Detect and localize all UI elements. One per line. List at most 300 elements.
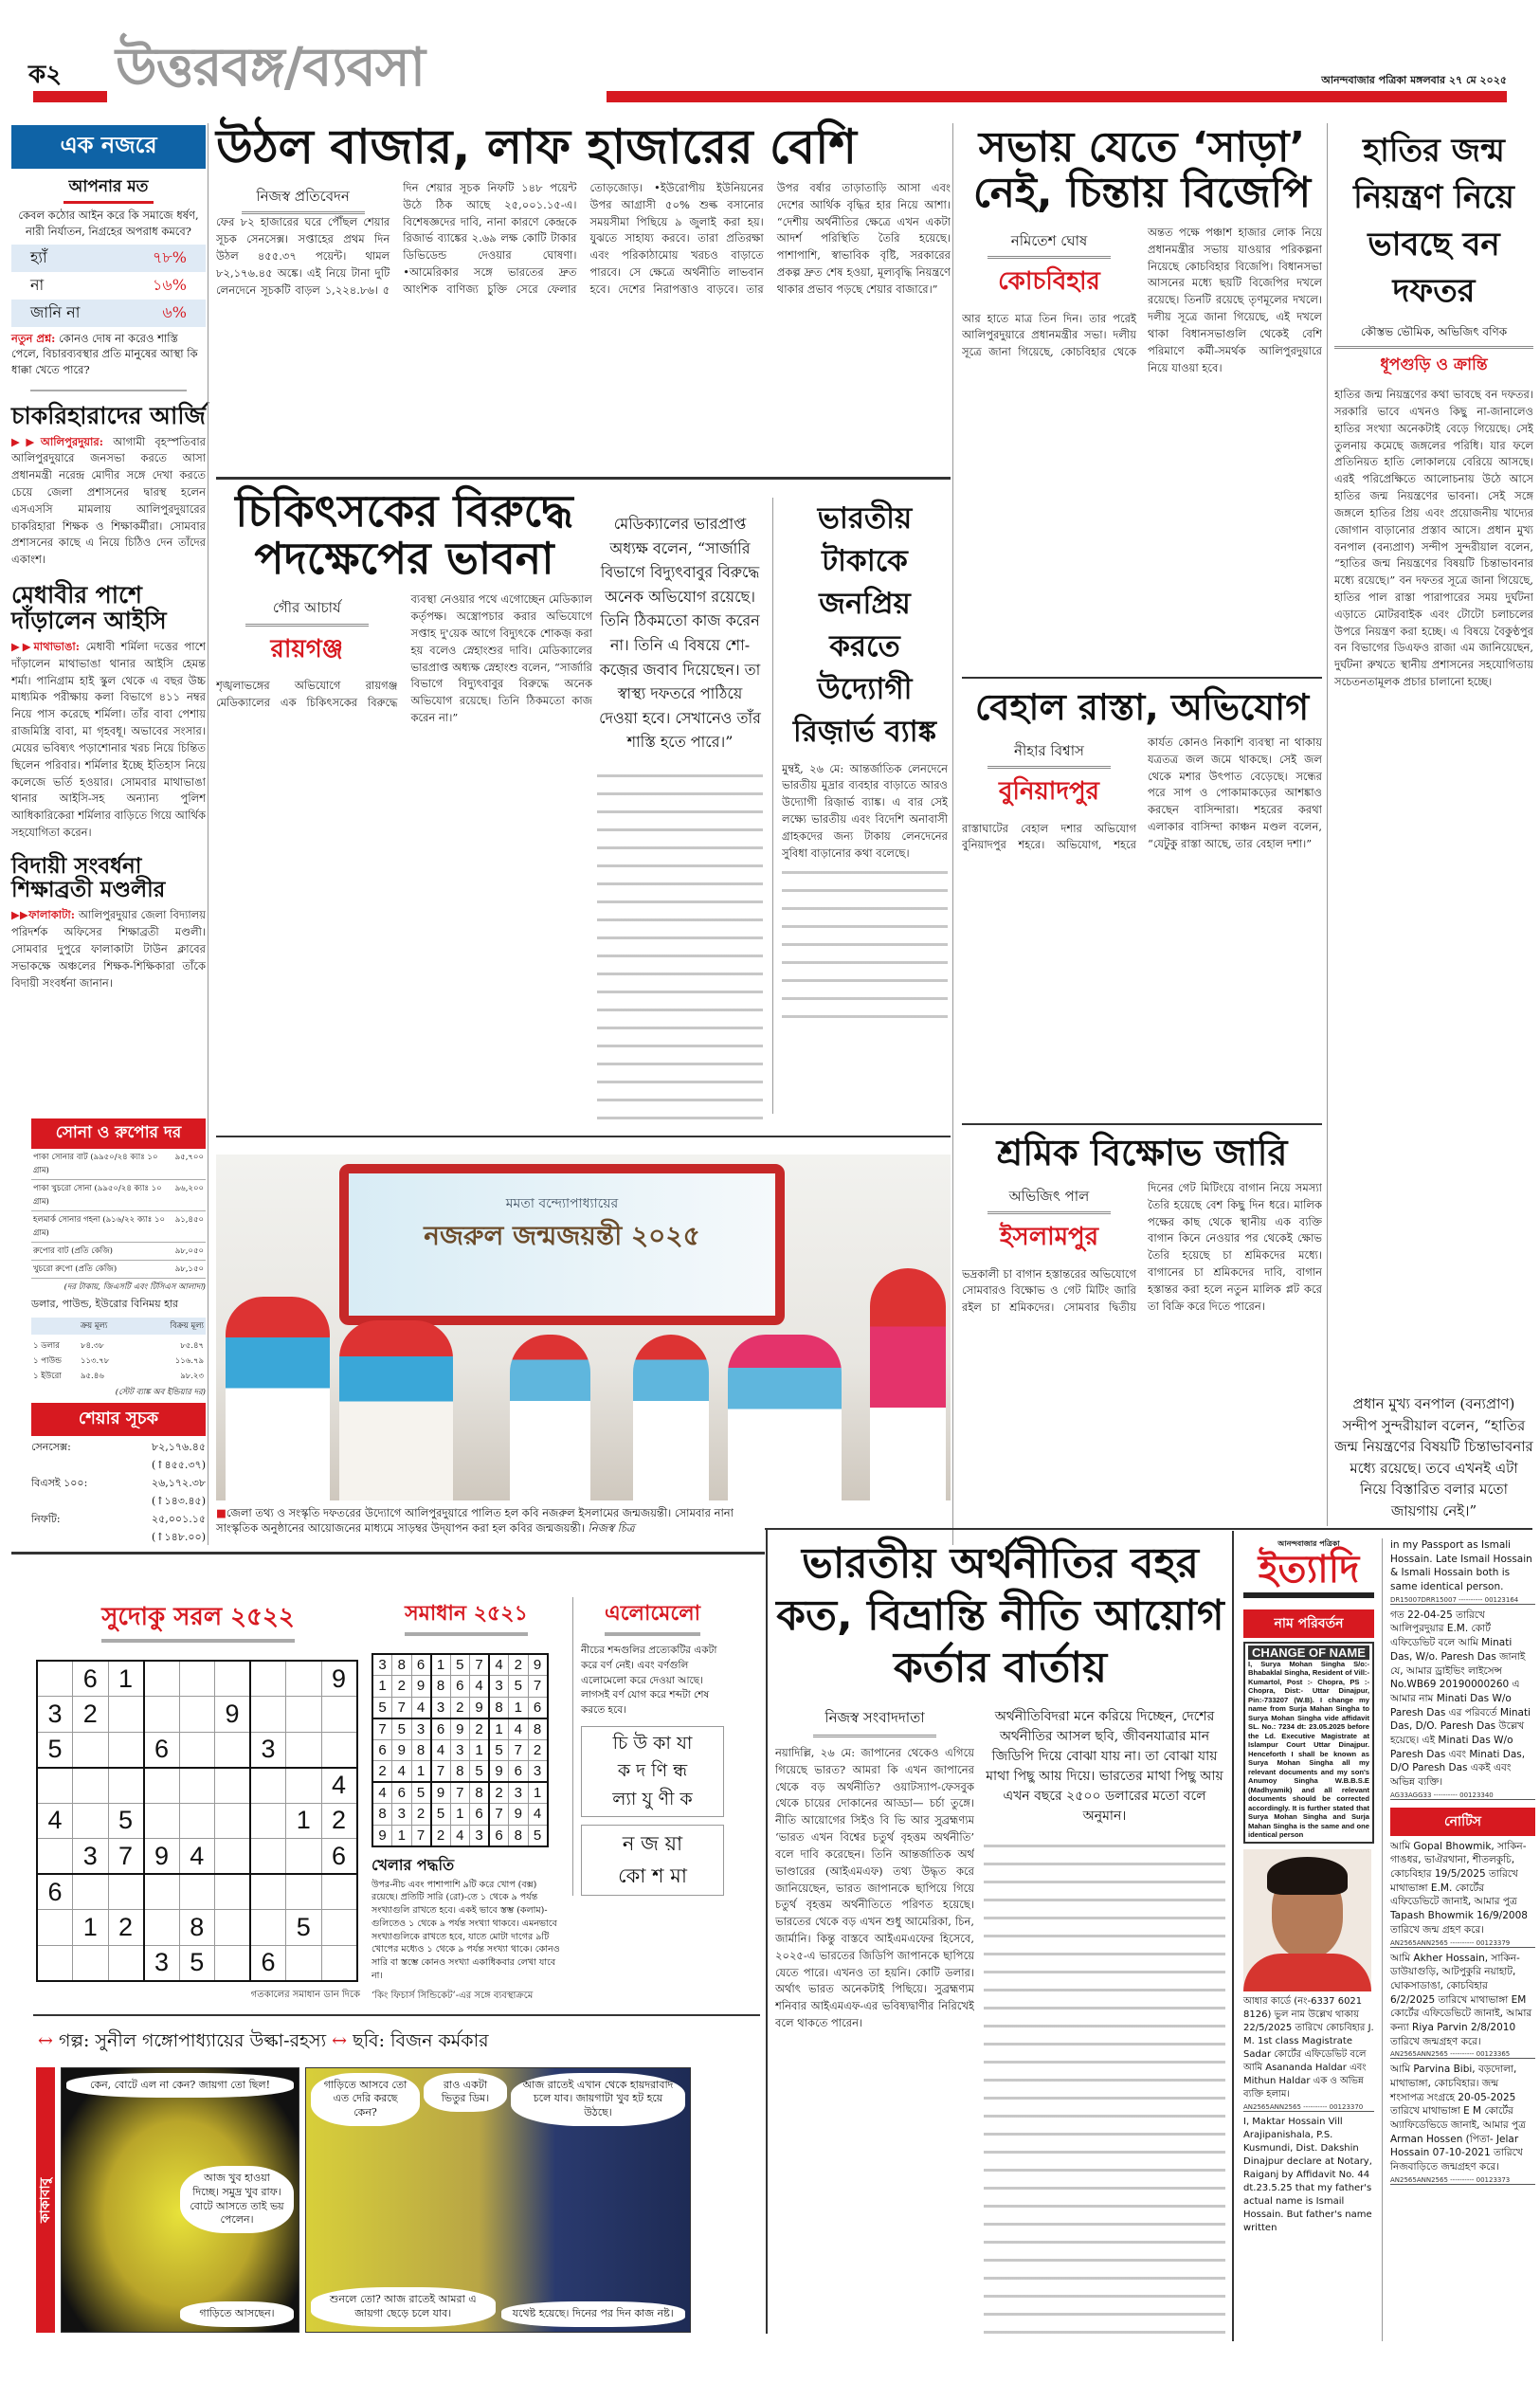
jumble-rules: নীচের শব্দগুলির প্রত্যেকটির একটা করে বর্ণ নেই। এবং বর্ণগুলি এলোমেলো করে দেওয়া আছে। লাগসই বর্ণ যোগ করে শব্দটা শেষ করতে হবে। (581, 1645, 717, 1716)
sudoku-cell[interactable]: 1 (108, 1661, 144, 1697)
sudoku-cell[interactable] (108, 1697, 144, 1733)
sudoku-cell[interactable]: 6 (37, 1874, 73, 1910)
solution-table (371, 1653, 549, 1847)
solution-block (371, 1597, 561, 2005)
solution-cell: 4 (509, 1718, 529, 1740)
sudoku-cell[interactable] (73, 1945, 109, 1981)
sudoku-table (36, 1660, 358, 1982)
comic-panel-2 (305, 2067, 691, 2333)
solution-cell: 8 (470, 1782, 490, 1804)
solution-cell: 7 (372, 1718, 392, 1740)
photo-banner (339, 1164, 785, 1325)
rules-text: উপর-নীচ এবং পাশাপাশি ৯টি করে খোপ (বক্স) রয়েছে। প্রতিটি সারি (রো)-তে ১ থেকে ৯ পর্যন্ত সংখ্যাগুলি রাখতে হবে। একই ভাবে স্তম্ভ (কলাম)-গুলিতেও ১ থেকে ৯ পর্যন্ত সংখ্যা থাকবে। এমনভাবে সংখ্যাগুলিকে রাখতে হবে, যাতে মোটা দাগের ৯টি খোপের মধ্যেও ১ থেকে ৯ পর্যন্ত সংখ্যা থাকে। কোনও সারি বা স্তম্ভে কোনও সংখ্যা একাধিকবার লেখা যাবে না। (371, 1879, 560, 1981)
jumble-box-1 (581, 1726, 724, 1817)
sudoku-cell[interactable]: 9 (321, 1661, 357, 1697)
sudoku-cell[interactable]: 1 (73, 1910, 109, 1946)
economy-pullquote: অর্থনীতিবিদরা মনে করিয়ে দিচ্ছেন, দেশের অর্থনীতির আসল ছবি, জীবনযাত্রার মান জিডিপি দিয়ে বোঝা যায় না। তা বোঝা যায় মাথা পিছু আয় দিয়ে। ভারতের মাথা পিছু আয় এখন বছরে ২৫০০ ডলারের মতো বলে অনুমান। (986, 1709, 1223, 1824)
sudoku-cell[interactable] (179, 1874, 215, 1910)
brief-title: বিদায়ী সংবর্ধনা শিক্ষাব্রতী মণ্ডলীর (11, 853, 166, 902)
sudoku-cell[interactable]: 1 (286, 1803, 322, 1839)
elephant-body: হাতির জন্ম নিয়ন্ত্রণের কথা ভাবছে বন দফতর। সরকারি ভাবে এখনও কিছু না-জানালেও হাতির সংখ্যা অনেকটাই বেড়ে গিয়েছে। সেই তুলনায় কমেছে জঙ্গলের পরিধি। যার ফলে প্রতিনিয়ত হাতি লোকালয়ে বেরিয়ে আসছে। এরই পরিপ্রেক্ষিতে আলোচনায় উঠে আসে হাতির জন্ম নিয়ন্ত্রণের ভাবনা। সেই সঙ্গে জঙ্গলে হাতির প্রিয় এবং প্রয়োজনীয় খাদ্যের জোগান বাড়ানোর প্রস্তাব আসে। প্রধান মুখ্য বনপাল (বন্যপ্রাণ) সন্দীপ সুন্দরীয়াল বলেন, “হাতির জন্ম নিয়ন্ত্রণের বিষয়টি চিন্তাভাবনার মধ্যে রয়েছে।” বন দফতর সূত্রে জানা গিয়েছে, হাতির পাল রাস্তা পারাপারের সময় দুর্ঘটনা এড়াতে মোটরবাইক এবং টোটো চলাচলের উপরে নিয়ন্ত্রণ করা হচ্ছে। এ বিষয়ে বৈকুণ্ঠপুর বন বিভাগের ডিএফও রাজা এম জানিয়েছেন, দুর্ঘটনা রুখতে স্থানীয় প্রশাসনের সহযোগিতায় সচেতনতামূলক প্রচার চালানো হচ্ছে। (1334, 388, 1533, 688)
jumble-block (572, 1597, 724, 1896)
rbi-body: মুম্বই, ২৬ মে: আন্তর্জাতিক লেনদেনে ভারতীয় মুদ্রার ব্যবহার বাড়াতে আরও উদ্যোগী রিজ়ার্ভ ব্যাঙ্ক। এ বার সেই লক্ষ্যে ভারতীয় এবং বিদেশি অনাবাসী গ্রাহকদের জন্য টাকায় লেনদেনের সুবিধা বাড়ানোর কথা বলেছে। (782, 761, 948, 1123)
poll-results (11, 245, 206, 327)
fx-row: ১ পাউন্ড ১১৩.৭৮ ১১৬.৭৯ (33, 1356, 204, 1366)
solution-cell: 6 (392, 1782, 412, 1804)
jumble-word: চি উ কা যা (612, 1732, 693, 1754)
solution-cell: 7 (528, 1676, 548, 1698)
fx-header: ক্রয় মূল্য (81, 1321, 108, 1331)
solution-cell: 5 (509, 1676, 529, 1698)
sudoku-cell[interactable] (215, 1874, 251, 1910)
byline: নীহার বিশ্বাস (987, 740, 1111, 769)
sudoku-block (11, 1597, 360, 2004)
solution-cell: 1 (470, 1739, 490, 1761)
solution-cell: 9 (509, 1804, 529, 1826)
elephant-quote: প্রধান মুখ্য বনপাল (বন্যপ্রাণ) সন্দীপ সুন্দরীয়াল বলেন, “হাতির জন্ম নিয়ন্ত্রণের বিষয়টি চিন্তাভাবনার মধ্যে রয়েছে। তবে এখনই এটা নিয়ে বিস্তারিত বলার মতো জায়গায় নেই।” (1334, 1395, 1533, 1519)
sudoku-cell[interactable] (179, 1661, 215, 1697)
sudoku-cell[interactable] (321, 1697, 357, 1733)
photo-banner-title: নজরুল জন্মজয়ন্তী ২০২৫ (424, 1220, 700, 1251)
ad-code: AN2565ANN2565 ---------- 00123373 (1390, 2176, 1535, 2185)
sudoku-cell[interactable] (250, 1661, 286, 1697)
sudoku-cell[interactable]: 4 (321, 1768, 357, 1804)
dateline: ইসলামপুর (1000, 1223, 1098, 1252)
ad-photo (1243, 1849, 1371, 1991)
sudoku-cell[interactable] (286, 1661, 322, 1697)
jumble-word: ল্যা যু ণী ক (612, 1788, 693, 1809)
byline: নিজস্ব প্রতিবেদন (242, 186, 365, 214)
sudoku-cell[interactable] (37, 1910, 73, 1946)
brief-item (11, 855, 206, 992)
rules-title: খেলার পদ্ধতি (371, 1855, 455, 1874)
poll-option: হ্যাঁ (30, 247, 47, 266)
sudoku-cell[interactable] (215, 1910, 251, 1946)
solution-cell: 5 (489, 1739, 509, 1761)
solution-cell: 3 (470, 1825, 490, 1846)
classifieds (1232, 1531, 1535, 2341)
solution-cell: 7 (509, 1739, 529, 1761)
byline: অভিজিৎ পাল (987, 1186, 1111, 1214)
sudoku-cell[interactable] (37, 1661, 73, 1697)
solution-cell: 7 (489, 1804, 509, 1826)
solution-cell: 1 (509, 1697, 529, 1718)
jumble-word: ন জ য়া (622, 1832, 683, 1856)
dancer (510, 1335, 590, 1500)
ad-code: AN2565ANN2565 ---------- 00123379 (1390, 1939, 1535, 1948)
solution-cell: 1 (372, 1676, 392, 1698)
poll-option: জানি না (30, 302, 81, 321)
ad-text: আমি Parvina Bibi, বড়দোলা, মাথাভাঙ্গা, কোচবিহার। জন্ম শংসাপত্র সংগ্রহে 20-05-2025 তারিখে মাথাভাঙ্গা E M কোর্টের অ্যাফিডেভিডে জানাই, আমার পুত্র Arman Hossen (পিতা- Jelar Hossain 07-10-2021 তারিখে নিজবাড়িতে জন্মগ্রহণ করে। (1390, 2064, 1526, 2173)
dateline: রায়গঞ্জ (270, 634, 343, 664)
speech-bubble: গাড়িতে আসবে তো এত দেরি করছে কেন? (311, 2073, 420, 2127)
solution-cell: 4 (431, 1739, 451, 1761)
sudoku-cell[interactable]: 5 (179, 1945, 215, 1981)
gold-rates-title: সোনা ও রুপোর দর (31, 1118, 206, 1149)
jumble-box-2 (581, 1825, 724, 1896)
solution-grid (371, 1653, 561, 1847)
solution-cell: 9 (431, 1782, 451, 1804)
sudoku-cell[interactable] (321, 1732, 357, 1768)
sudoku-cell[interactable]: 2 (108, 1910, 144, 1946)
economy-article (775, 1537, 1225, 2338)
sudoku-cell[interactable] (73, 1768, 109, 1804)
solution-cell: 8 (392, 1654, 412, 1676)
gold-row: পাকা খুচরো সোনা (৯৯৫০/২৪ ক্যাঃ ১০ গ্রাম) ৯৬,২০০ (31, 1180, 206, 1211)
workers-body: অভিজিৎ পাল ইসলামপুর ভদ্রকালী চা বাগান হস্তান্তরের অভিযোগে সোমবারও বিক্ষোভ ও গেট মিটিং জারি রইল চা শ্রমিকদের। সোমবার দ্বিতীয় দিনের গেট মিটিংয়ে বাগান নিয়ে সমস্যা তৈরি হয়েছে বেশ কিছু দিন ধরে। মালিক পক্ষের কাছ থেকে স্থানীয় এক ব্যক্তি বাগান কিনে নেওয়ার পর থেকেই ক্ষোভ তৈরি হয়েছে চা শ্রমিকদের মধ্যে। বাগানের চা শ্রমিকদের দাবি, বাগান হস্তান্তর করা হলে নতুন মালিক প্লট করে তা বিক্রি করে দিতে পারেন। (962, 1181, 1322, 1315)
comic-credits: ↔ গল্প: সুনীল গঙ্গোপাধ্যায়ের উল্কা-রহস্য ↔ ছবি: বিজন কর্মকার (38, 2029, 489, 2051)
doctor-body-cont (597, 766, 763, 1123)
solution-cell: 3 (509, 1782, 529, 1804)
sudoku-cell[interactable] (250, 1768, 286, 1804)
sudoku-cell[interactable] (37, 1945, 73, 1981)
fx-row: ১ ডলার ৮৪.৩৮ ৮৫.৪৭ (33, 1341, 204, 1351)
solution-cell: 6 (372, 1739, 392, 1761)
share-row: বিএসই ১০০: ২৬,১৭২.৩৮ (↑১৪৩.৪৫) (31, 1477, 206, 1507)
sudoku-cell[interactable] (321, 1910, 357, 1946)
solution-cell: 7 (431, 1761, 451, 1783)
sudoku-cell[interactable]: 7 (108, 1839, 144, 1875)
solution-cell: 6 (470, 1804, 490, 1826)
sudoku-cell[interactable]: 5 (37, 1732, 73, 1768)
new-question: কোনও দোষ না করেও শাস্তি পেলে, বিচারব্যবস্থার প্রতি মানুষের আস্থা কি ধাক্কা খেতে পারে? (11, 331, 198, 376)
comic-artist: ছবি: বিজন কর্মকার (353, 2029, 489, 2051)
solution-cell: 8 (431, 1676, 451, 1698)
solution-cell: 5 (450, 1654, 470, 1676)
sudoku-cell[interactable] (215, 1661, 251, 1697)
sudoku-cell[interactable] (215, 1839, 251, 1875)
solution-cell: 6 (528, 1697, 548, 1718)
solution-cell: 3 (431, 1697, 451, 1718)
brief-item (11, 582, 206, 842)
workers-article (962, 1134, 1322, 1522)
sudoku-cell[interactable]: 2 (321, 1803, 357, 1839)
brief-title: চাকরিহারাদের আর্জি (11, 401, 206, 429)
fx-header: বিক্রয় মূল্য (170, 1321, 204, 1331)
sudoku-cell[interactable] (108, 1945, 144, 1981)
gold-row: পাকা সোনার বাট (৯৯৫০/২৪ ক্যাঃ ১০ গ্রাম) ৯৫,৭০০ (31, 1149, 206, 1180)
economy-headline: ভারতীয় অর্থনীতির বহর কত, বিভ্রান্তি নীতি আয়োগ কর্তার বার্তায় (776, 1539, 1224, 1692)
sudoku-cell[interactable] (286, 1874, 322, 1910)
brief-text: আগামী বৃহস্পতিবার আলিপুরদুয়ারে জনসভা করতে আসা প্রধানমন্ত্রী নরেন্দ্র মোদীর সঙ্গে দেখা করতে চেয়ে জেলা প্রশাসনের দ্বারস্থ হলেন এসএসসি মামলায় আলিপুরদুয়ারের চাকরিহারা শিক্ষক ও শিক্ষাকর্মীরা। সোমবার প্রশাসনের কাছে এ নিয়ে চিঠিও দেন তাঁদের একাংশ। (11, 434, 206, 567)
ad-code: DR15007DRR15007 ---------- 00123164 (1390, 1596, 1535, 1605)
solution-cell: 3 (450, 1739, 470, 1761)
solution-cell: 9 (489, 1761, 509, 1783)
solution-cell: 2 (431, 1825, 451, 1846)
solution-cell: 5 (372, 1697, 392, 1718)
solution-cell: 2 (372, 1761, 392, 1783)
speech-bubble: যথেষ্ট হয়েছে। দিনের পর দিন কাজ নষ্ট। (501, 2301, 686, 2327)
solution-cell: 8 (411, 1739, 431, 1761)
photo-banner-line: মমতা বন্দ্যোপাধ্যায়ের (505, 1196, 619, 1211)
sudoku-title: সুদোকু সরল ২৫২২ (101, 1597, 295, 1643)
doctor-article (216, 485, 592, 1123)
sudoku-cell[interactable] (286, 1945, 322, 1981)
masthead-date: আনন্দবাজার পত্রিকা মঙ্গলবার ২৭ মে ২০২৫ (1321, 74, 1507, 86)
solution-cell: 5 (431, 1804, 451, 1826)
solution-cell: 1 (431, 1654, 451, 1676)
syndicate-note: ‘কিং ফিচার্স সিন্ডিকেট’-এর সঙ্গে ব্যবস্থাক্রমে (371, 1990, 534, 2001)
red-bar (607, 91, 1507, 102)
workers-headline: শ্রমিক বিক্ষোভ জারি (996, 1132, 1288, 1173)
jumble-word: ক দ ণি ন্ধ (617, 1760, 688, 1782)
page-number: ক২ (28, 61, 63, 89)
sudoku-cell[interactable] (73, 1803, 109, 1839)
lead-headline: উঠল বাজার, লাফ হাজারের বেশি (216, 119, 858, 174)
sudoku-cell[interactable] (144, 1874, 180, 1910)
new-question-label: নতুন প্রশ্ন: (11, 331, 56, 345)
elephant-article (1334, 128, 1533, 1521)
sudoku-cell[interactable]: 9 (144, 1839, 180, 1875)
solution-cell: 6 (509, 1761, 529, 1783)
sidebar (11, 125, 206, 1547)
brief-place: ▶▶ফালাকাটা: (11, 908, 75, 922)
solution-cell: 7 (450, 1782, 470, 1804)
gold-row: খুচরো রুপো (প্রতি কেজি) ৯৮,১৫০ (31, 1261, 206, 1279)
dancer (226, 1297, 330, 1500)
sudoku-cell[interactable]: 9 (215, 1697, 251, 1733)
sudoku-cell[interactable] (250, 1839, 286, 1875)
dancer (339, 1320, 453, 1500)
solution-cell: 4 (411, 1697, 431, 1718)
sudoku-cell[interactable] (286, 1839, 322, 1875)
sudoku-cell[interactable] (250, 1874, 286, 1910)
byline: নমিতেশ ঘোষ (987, 230, 1111, 259)
sudoku-cell[interactable] (144, 1697, 180, 1733)
sudoku-cell[interactable] (144, 1803, 180, 1839)
sudoku-cell[interactable] (215, 1945, 251, 1981)
solution-cell: 3 (411, 1718, 431, 1740)
solution-cell: 8 (509, 1825, 529, 1846)
doctor-headline: চিকিৎসকের বিরুদ্ধে পদক্ষেপের ভাবনা (235, 485, 573, 584)
solution-cell: 6 (411, 1654, 431, 1676)
sudoku-cell[interactable]: 3 (73, 1839, 109, 1875)
sudoku-cell[interactable] (250, 1697, 286, 1733)
poll-title: আপনার মত (63, 174, 154, 204)
red-bar-left (33, 91, 107, 102)
doctor-side (597, 512, 763, 1123)
solution-cell: 1 (392, 1825, 412, 1846)
sudoku-cell[interactable] (37, 1839, 73, 1875)
speech-bubble: কেন, বোটে এল না কেন? জায়গা তো ছিল! (66, 2073, 294, 2099)
sudoku-cell[interactable] (286, 1697, 322, 1733)
gold-note: (দর টাকায়, জিএসটি এবং টিসিএস আলাদা) (63, 1282, 206, 1292)
dancer (633, 1335, 709, 1500)
solution-cell: 8 (489, 1697, 509, 1718)
change-of-name-ad (1243, 1642, 1374, 1844)
sudoku-cell[interactable] (108, 1768, 144, 1804)
sudoku-cell[interactable] (321, 1945, 357, 1981)
photo-credit: নিজস্ব চিত্র (588, 1521, 635, 1536)
fx-row: ১ ইউরো ৯৫.৪৬ ৯৮.২৩ (33, 1372, 204, 1381)
solution-cell: 5 (411, 1782, 431, 1804)
gold-row: রুপোর বাট (প্রতি কেজি) ৯৮,০৫০ (31, 1243, 206, 1261)
solution-cell: 9 (411, 1676, 431, 1698)
bjp-body: নমিতেশ ঘোষ কোচবিহার আর হাতে মাত্র তিন দিন। তার পরেই আলিপুরদুয়ারে প্রধানমন্ত্রীর সভা। দলীয় সূত্রে জানা গিয়েছে, কোচবিহার থেকে অন্তত পক্ষে পঞ্চাশ হাজার লোক নিয়ে প্রধানমন্ত্রীর সভায় যাওয়ার পরিকল্পনা নিয়েছে কোচবিহার বিজেপি। বিধানসভা আসনের মধ্যে ছয়টি বিজেপির দখলে রয়েছে। তিনটি রয়েছে তৃণমূলের দখলে। দলীয় সূত্রে জানা গিয়েছে, এই দখলে থাকা বিধানসভাগুলি থেকেই বেশি পরিমাণে কর্মী-সমর্থক আলিপুরদুয়ারে নিয়ে যাওয়া হবে। (962, 226, 1322, 374)
dateline: কোচবিহার (998, 267, 1100, 297)
solution-cell: 9 (392, 1739, 412, 1761)
byline: কৌস্তভ ভৌমিক, অভিজিৎ বণিক (1334, 324, 1533, 349)
photo-caption: ■জেলা তথ্য ও সংস্কৃতি দফতরের উদ্যোগে আলিপুরদুয়ারে পালিত হল কবি নজরুল ইসলামের জন্মজয়ন্তী। সোমবার নানা সাংস্কৃতিক অনুষ্ঠানের আয়োজনের মাধ্যমে সাড়ম্বর উদ্‌যাপন করা হল কবির জন্মজয়ন্তী। নিজস্ব চিত্র (216, 1506, 734, 1536)
solution-cell: 6 (489, 1825, 509, 1846)
solution-cell: 1 (450, 1804, 470, 1826)
ad-text: in my Passport as Ismali Hossain. Late Ismail Hossain & Ismali Hossain both is same identical person. (1390, 1539, 1532, 1593)
poll-option: না (30, 275, 45, 294)
elephant-headline: হাতির জন্ম নিয়ন্ত্রণ নিয়ে ভাবছে বন দফতর (1353, 132, 1514, 310)
sudoku-cell[interactable] (73, 1732, 109, 1768)
solution-cell: 2 (528, 1739, 548, 1761)
sudoku-cell[interactable] (179, 1803, 215, 1839)
solution-cell: 4 (470, 1676, 490, 1698)
solution-cell: 2 (509, 1654, 529, 1676)
sudoku-cell[interactable]: 5 (286, 1910, 322, 1946)
sudoku-cell[interactable]: 3 (144, 1945, 180, 1981)
solution-cell: 4 (372, 1782, 392, 1804)
solution-cell: 6 (431, 1718, 451, 1740)
share-row: নিফটি: ২৫,০০১.১৫ (↑১৪৮.০০) (31, 1513, 206, 1543)
solution-cell: 1 (489, 1718, 509, 1740)
solution-cell: 1 (411, 1761, 431, 1783)
byline: নিজস্ব সংবাদদাতা (813, 1707, 936, 1737)
shares-title: শেয়ার সূচক (31, 1403, 206, 1436)
sudoku-cell[interactable]: 4 (179, 1839, 215, 1875)
solution-cell: 2 (392, 1676, 412, 1698)
sudoku-cell[interactable] (179, 1697, 215, 1733)
doctor-pullquote: মেডিক্যালের ভারপ্রাপ্ত অধ্যক্ষ বলেন, “সার্জারি বিভাগে বিদ্যুৎবাবুর বিরুদ্ধে অনেক অভিযোগ রয়েছে। তিনি ঠিকমতো কাজ করেন না। তিনি এ বিষয়ে শো-কজ়ের জবাব দিয়েছেন। তা স্বাস্থ্য দফতরে পাঠিয়ে দেওয়া হবে। সেখানেও তাঁর শাস্তি হতে পারে।” (599, 515, 761, 752)
poll-value: ১৬% (153, 275, 187, 294)
brief-title: মেধাবীর পাশে দাঁড়ালেন আইসি (11, 581, 167, 635)
poll-value: ৬% (162, 302, 187, 321)
sudoku-cell[interactable] (215, 1768, 251, 1804)
name-change-header: নাম পরিবর্তন (1243, 1609, 1374, 1638)
solution-cell: 2 (489, 1782, 509, 1804)
solution-cell: 9 (372, 1825, 392, 1846)
lead-body: নিজস্ব প্রতিবেদন ফের ৮২ হাজারের ঘরে পৌঁছল শেয়ার সূচক সেনসেক্স। সপ্তাহের প্রথম দিন উঠল ৪৫৫.৩৭ পয়েন্ট। থামল ৮২,১৭৬.৪৫ অঙ্কে। এই নিয়ে টানা দুটি লেনদেনে সূচকটি বাড়ল ১,২২৪.৮৬। ৫ দিন শেয়ার সূচক নিফটি ১৪৮ পয়েন্ট উঠে ঠিক আছে ২৫,০০১.১৫-এ। বিশেষজ্ঞদের দাবি, নানা কারণে কেন্দ্রকে রিজার্ভ ব্যাঙ্কের ২.৬৯ লক্ষ কোটি টাকার ডিভিডেন্ড দেওয়ার ঘোষণা। •আমেরিকার সঙ্গে ভারতের দ্রুত আংশিক বাণিজ্য চুক্তি সেরে ফেলার তোড়জোড়। •ইউরোপীয় ইউনিয়নের উপর আগ্রাসী ৫০% শুল্ক বসানোর সময়সীমা পিছিয়ে ৯ জুলাই করা হয়। যুঝতে সাহায্য করবে। তারা প্রতিরক্ষা এবং পরিকাঠামোয় খরচও বাড়াতে পারবে। সে ক্ষেত্রে অর্থনীতি লাভবান হবে। দেশের নিরাপত্তাও বাড়বে। তার উপর বর্ষার তাড়াতাড়ি আসা এবং দেশের আর্থিক বৃদ্ধির হার নিয়ে আশা। “দেশীয় অর্থনীতির ক্ষেত্রে এখন একটা আদর্শ পরিস্থিতি তৈরি হয়েছে। পাশাপাশি, স্বাভাবিক বৃষ্টি, সরকারের প্রকল্প দ্রুত শেষ হওয়া, মূল্যবৃদ্ধি নিয়ন্ত্রণে থাকার প্রভাব পড়ছে শেয়ার বাজারে।” (216, 181, 951, 297)
sudoku-cell[interactable] (144, 1661, 180, 1697)
ad-code: AG33AGG33 ---------- 00123340 (1390, 1791, 1535, 1800)
sudoku-cell[interactable] (179, 1768, 215, 1804)
byline: গৌর আচার্য (245, 597, 369, 626)
speech-bubble: গাড়িতে আসছেন। (180, 2301, 294, 2327)
sudoku-cell[interactable] (250, 1803, 286, 1839)
jumble-title: এলোমেলো (605, 1597, 700, 1636)
solution-cell: 9 (470, 1697, 490, 1718)
solution-cell: 4 (528, 1804, 548, 1826)
brief-text: মেধাবী শর্মিলা দত্তের পাশে দাঁড়ালেন মাথাভাঙা থানার আইসি হেমন্ত শর্মা। পানিগ্রাম হাই স্কুল থেকে এ বছর উচ্চ মাধ্যমিক পরীক্ষায় কলা বিভাগে ৪১১ নম্বর নিয়ে পাস করেছে শর্মিলা। তাঁর বাবা পেশায় রাজমিস্ত্রি বাবা, মা গৃহবধূ। অভাবের সংসার। মেয়ের ভবিষ্যৎ পড়াশোনার খরচ নিয়ে চিন্তিত ছিলেন পরিবার। শর্মিলার ইচ্ছে ইতিহাস নিয়ে কলেজে ভর্তি হওয়ার। সোমবার মাথাভাঙা থানার আইসি-সহ অন্যান্য পুলিশ আধিকারিকেরা শর্মিলার বাড়িতে গিয়ে আর্থিক সহযোগিতা করেন। (11, 640, 206, 839)
sudoku-cell[interactable]: 6 (321, 1839, 357, 1875)
solution-cell: 1 (528, 1782, 548, 1804)
solution-cell: 3 (528, 1761, 548, 1783)
fx-note: (স্টেট ব্যাঙ্ক অব ইন্ডিয়ার দর) (115, 1388, 206, 1397)
speech-bubble: শুনলে তো? আজ রাতেই আমরা এ জায়গা ছেড়ে চলে যাব। (311, 2287, 496, 2327)
section-title: উত্তরবঙ্গ/ব্যবসা (116, 37, 426, 99)
rbi-headline: ভারতীয় টাকাকে জনপ্রিয় করতে উদ্যোগী রিজ়ার্ভ ব্যাঙ্ক (792, 501, 937, 749)
ad-text: I, Maktar Hossain Vill Arajipanishala, P.S. Kusmundi, Dist. Dakshin Dinajpur declare at Notary, Raiganj by Affidavit No. 44 dt.23.5.25 that my father's actual name is Ismail Hossain. But father's name written (1243, 2116, 1372, 2233)
sudoku-cell[interactable]: 5 (108, 1803, 144, 1839)
sudoku-cell[interactable]: 6 (250, 1945, 286, 1981)
solution-cell: 2 (450, 1697, 470, 1718)
event-photo (216, 1155, 951, 1500)
dancer (870, 1268, 946, 1500)
comic-story: গল্প: সুনীল গঙ্গোপাধ্যায়ের উল্কা-রহস্য (58, 2029, 327, 2051)
jumble-word: কো শ মা (618, 1864, 687, 1887)
sudoku-cell[interactable]: 4 (37, 1803, 73, 1839)
ad-code: AN2565ANN2565 ---------- 00123365 (1390, 2050, 1535, 2059)
bjp-article (962, 125, 1322, 670)
solution-cell: 8 (450, 1761, 470, 1783)
sudoku-cell[interactable] (179, 1732, 215, 1768)
doctor-body: গৌর আচার্য রায়গঞ্জ শৃঙ্খলাভঙ্গের অভিযোগে রায়গঞ্জ মেডিক্যালের এক চিকিৎসকের বিরুদ্ধে ব্যবস্থা নেওয়ার পথে এগোচ্ছেন মেডিক্যাল কর্তৃপক্ষ। অস্ত্রোপচার করার অভিযোগে সপ্তাহ দু'য়েক আগে বিদ্যুৎকে শোকজ় করা হয় বলেও স্নেহাংশুর দাবি। মেডিক্যালের ভারপ্রাপ্ত অধ্যক্ষ স্নেহাংশু বলেন, “সার্জারি বিভাগে বিদ্যুৎবাবুর বিরুদ্ধে অনেক অভিযোগ রয়েছে। তিনি ঠিকমতো কাজ করেন না।” (216, 592, 592, 725)
solution-cell: 4 (450, 1825, 470, 1846)
ad-text: I, Surya Mohan Singha S/o:- Bhabaklal Singha, Resident of Vill:- Kumartol, Post :- Chopra, PS :- Chopra, Dist:- Uttar Dinajpur, Pin:-733207 (W.B). I change my name from Surja Mahan Singha to Surya Mohan Singha vide affidavit SL. No.: 7234 dt: 23.05.2025 before the Ld. Executive Magistrate at Islampur Court Uttar Dinajpur. Henceforth I shall be known as Surya Mohan Singha all my relevant documents and my son's Anumoy Singha W.B.B.S.E (Madhyamik) and all relevant documents should be corrected accordingly. It is further stated that Surya Mohan Singha and Surja Mahan Singha is the same and one identical person (1248, 1660, 1369, 1840)
brief-place: ▶▶আলিপুরদুয়ার: (11, 434, 103, 448)
classifieds-brand: ইত্যাদি (1243, 1551, 1374, 1598)
sudoku-cell[interactable]: 8 (179, 1910, 215, 1946)
brief-item (11, 403, 206, 570)
speech-bubble: আজ খুব হাওয়া দিচ্ছে। সমুদ্র খুব রাফ। বোটে আসতে তাই ভয় পেলেন। (180, 2166, 294, 2233)
solution-cell: 7 (392, 1697, 412, 1718)
solution-cell: 3 (489, 1676, 509, 1698)
solution-cell: 8 (528, 1718, 548, 1740)
comic-series-label: কাকাবাবু (36, 2067, 55, 2333)
solution-cell: 4 (489, 1654, 509, 1676)
notice-header: নোটিস (1390, 1808, 1535, 1836)
sudoku-cell[interactable] (108, 1874, 144, 1910)
sudoku-cell[interactable] (321, 1874, 357, 1910)
solution-cell: 9 (450, 1718, 470, 1740)
road-body: নীহার বিশ্বাস বুনিয়াদপুর রাস্তাঘাটের বেহাল দশার অভিযোগ বুনিয়াদপুর শহরে। অভিযোগ, শহরে কার্যত কোনও নিকাশি ব্যবস্থা না থাকায় যত্রতত্র জল জমে থাকছে। সেই জল থেকে মশার উৎপাত বেড়েছে। সন্ধের পরে সাপ ও পোকামাকড়ের আশঙ্কাও করছেন বাসিন্দারা। শহরের করথা এলাকার বাসিন্দা কাঞ্চন মণ্ডল বলেন, “যেটুকু রাস্তা আছে, তার বেহাল দশা।” (962, 736, 1322, 852)
road-article (962, 688, 1322, 1117)
solution-cell: 5 (470, 1761, 490, 1783)
sudoku-cell[interactable] (37, 1768, 73, 1804)
rbi-article (782, 498, 948, 1123)
economy-body-cont (984, 1836, 1225, 2338)
solution-note: গতকালের সমাধান ডান দিকে (250, 1989, 360, 2000)
sudoku-cell[interactable]: 3 (250, 1732, 286, 1768)
sudoku-cell[interactable] (215, 1732, 251, 1768)
sudoku-cell[interactable] (144, 1910, 180, 1946)
bottom-left (11, 1597, 760, 2333)
dateline: ধূপগুড়ি ও ক্রান্তি (1380, 355, 1488, 375)
sudoku-cell[interactable]: 3 (37, 1697, 73, 1733)
sudoku-cell[interactable] (286, 1768, 322, 1804)
sudoku-cell[interactable] (286, 1732, 322, 1768)
fx-title: ডলার, পাউন্ড, ইউরোর বিনিময় হার (31, 1298, 179, 1310)
brief-place: ▶▶মাথাভাঙা: (11, 640, 80, 654)
at-a-glance-banner: এক নজরে (11, 125, 206, 169)
gold-rates (11, 1105, 206, 1547)
sudoku-cell[interactable] (144, 1768, 180, 1804)
sudoku-cell[interactable]: 6 (73, 1661, 109, 1697)
solution-cell: 5 (392, 1718, 412, 1740)
dancer (728, 1335, 842, 1500)
sudoku-cell[interactable]: 2 (73, 1697, 109, 1733)
sudoku-cell[interactable] (73, 1874, 109, 1910)
sudoku-cell[interactable] (108, 1732, 144, 1768)
bjp-headline: সভায় যেতে ‘সাড়া’ নেই, চিন্তায় বিজেপি (972, 123, 1312, 217)
economy-body: নয়াদিল্লি, ২৬ মে: জাপানের থেকেও এগিয়ে গিয়েছে ভারত? আমরা কি এখন জাপানের থেকে বড় অর্থনীতি? ওয়াটস্যাপ-ফেসবুক থেকে চায়ের দোকানের আড্ডা— চর্চা তুঙ্গে। নীতি আয়োগের সিইও বি ভি আর সুব্রহ্মণ্যম ‘ভারত এখন বিশ্বের চতুর্থ বৃহত্তম অর্থনীতি’ বলে দাবি করেছেন। তিনি আন্তর্জাতিক অর্থ ভাণ্ডারের (আইএমএফ) তথ্য উদ্ধৃত করে জানিয়েছেন, ভারত জাপানকে ছাপিয়ে গিয়ে চতুর্থ বৃহত্তম অর্থনীতিতে পরিণত হয়েছে। ভারতের থেকে বড় এখন শুধু আমেরিকা, চিন, জার্মানি। কিন্তু বাস্তবে আইএমএফের হিসেবে, ২০২৫-এ ভারতের জিডিপি জাপানকে ছাপিয়ে যেতে পারে। এখনও তা হয়নি। কোটি ডলার। অর্থাৎ ভারত অনেকটাই পিছিয়ে। সুব্রহ্মণ্যম শনিবার আইএমএফ-এর ভবিষ্যদ্বাণীর নিরিখেই বলে থাকতে পারেন। (775, 1746, 974, 2029)
ad-code: AN2565ANN2565 ---------- 00123370 (1243, 2103, 1374, 2112)
ad-text: আধার কার্ডে (নং-6337 6021 8126) ভুল নাম উল্লেখ থাকায় 22/5/2025 তারিখে কোচবিহার J. M. 1st class Magistrate Sadar কোর্টের এফিডেভিট বলে আমি Asananda Haldar এবং Mithun Haldar এক ও অভিন্ন ব্যক্তি হলাম। (1243, 1995, 1374, 2100)
solution-cell: 2 (411, 1804, 431, 1826)
solution-cell: 3 (372, 1654, 392, 1676)
sudoku-cell[interactable] (250, 1910, 286, 1946)
sudoku-cell[interactable]: 6 (144, 1732, 180, 1768)
ad-title: CHANGE OF NAME (1248, 1646, 1369, 1660)
solution-cell: 7 (411, 1825, 431, 1846)
gold-row: হলমার্ক সোনার গহনা (৯১৬/২২ ক্যাঃ ১০ গ্রাম) ৯১,৪৫০ (31, 1211, 206, 1243)
sudoku-cell[interactable] (215, 1803, 251, 1839)
